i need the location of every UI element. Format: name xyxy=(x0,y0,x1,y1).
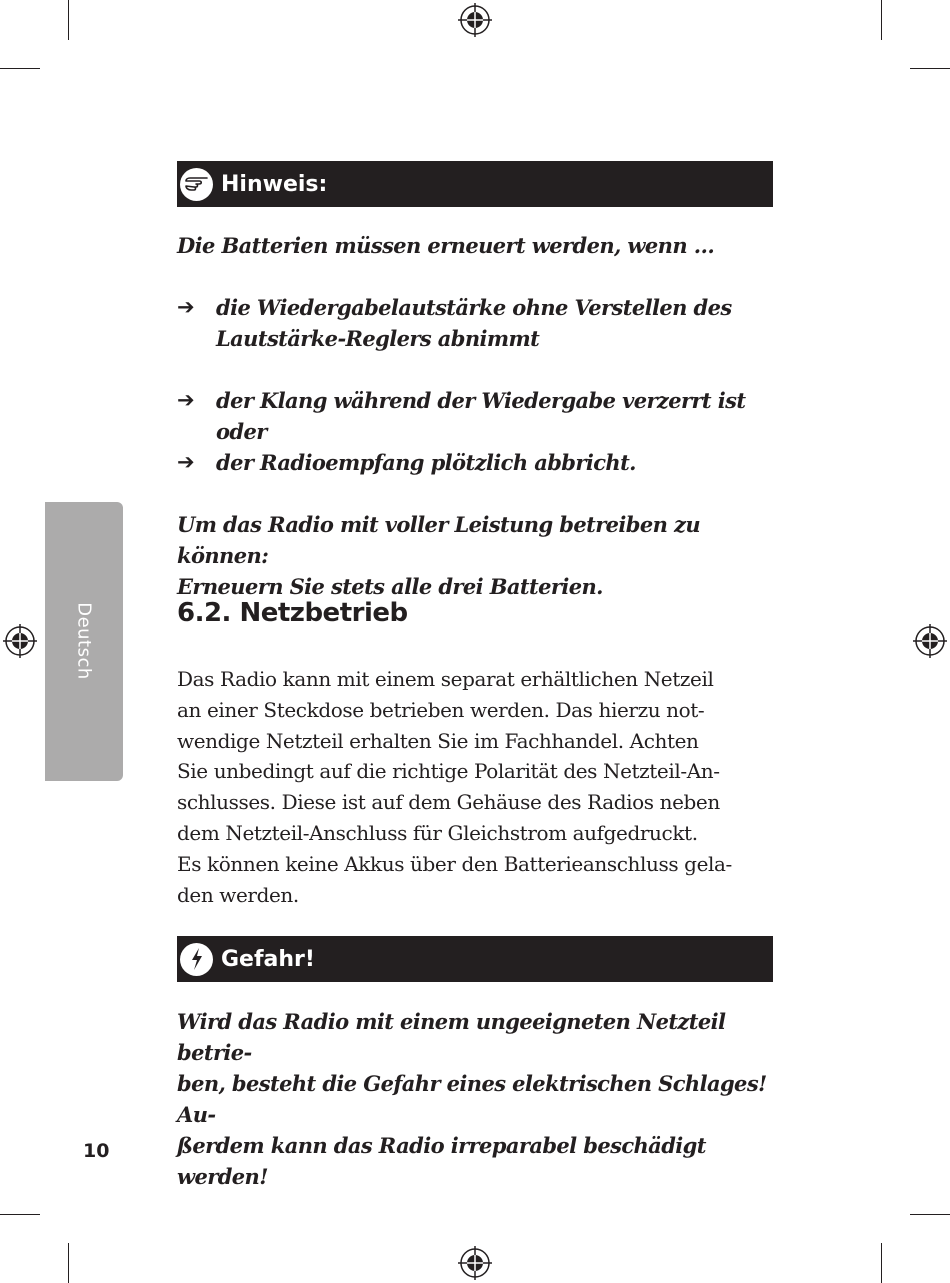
danger-text xyxy=(177,1006,777,1192)
crop-mark xyxy=(881,0,882,40)
list-item-text: die Wiedergabelautstärke ohne Verstellen des xyxy=(216,295,732,320)
body-line: Es können keine Akkus über den Batterieanschluss gela- xyxy=(177,851,732,876)
arrow-right-icon: ➔ xyxy=(177,295,195,319)
pointing-hand-icon xyxy=(180,168,213,201)
crop-mark xyxy=(910,68,950,69)
body-line: den werden. xyxy=(177,882,299,907)
body-line: wendige Netzteil erhalten Sie im Fachhandel. Achten xyxy=(177,728,699,753)
registration-mark-icon xyxy=(3,624,37,658)
body-line: Sie unbedingt auf die richtige Polarität des Netzteil-An- xyxy=(177,759,720,784)
list-item-text: der Radioempfang plötzlich abbricht. xyxy=(216,450,636,475)
list-item-text: Lautstärke-Reglers abnimmt xyxy=(216,326,540,351)
registration-mark-icon xyxy=(913,624,947,658)
crop-mark xyxy=(68,0,69,40)
danger-title: Gefahr! xyxy=(221,946,315,972)
page-number: 10 xyxy=(83,1140,110,1162)
lightning-icon xyxy=(180,943,213,976)
note-closing xyxy=(177,509,777,602)
body-line: dem Netzteil-Anschluss für Gleichstrom aufgedruckt. xyxy=(177,820,698,845)
arrow-right-icon: ➔ xyxy=(177,450,195,474)
crop-mark xyxy=(0,68,40,69)
list-item xyxy=(177,447,777,478)
danger-line: ben, besteht die Gefahr eines elektrischen Schlages! Au- xyxy=(177,1071,767,1127)
note-closing-line: Erneuern Sie stets alle drei Batterien. xyxy=(177,574,603,599)
list-item xyxy=(177,385,777,447)
note-title: Hinweis: xyxy=(221,171,328,197)
section-heading: 6.2. Netzbetrieb xyxy=(177,598,408,628)
crop-mark xyxy=(881,1243,882,1283)
body-line: Das Radio kann mit einem separat erhältlichen Netzeil xyxy=(177,667,714,691)
registration-mark-icon xyxy=(458,3,492,37)
section-body xyxy=(177,664,777,910)
body-line: schlusses. Diese ist auf dem Gehäuse des Radios neben xyxy=(177,790,720,815)
note-closing-line: Um das Radio mit voller Leistung betreiben zu können: xyxy=(177,512,701,568)
list-item-text: der Klang während der Wiedergabe verzerrt ist oder xyxy=(216,388,746,444)
note-banner xyxy=(177,161,773,207)
danger-line: ßerdem kann das Radio irreparabel beschädigt werden! xyxy=(177,1133,706,1189)
crop-mark xyxy=(0,1214,40,1215)
arrow-right-icon: ➔ xyxy=(177,388,195,412)
language-tab-label: Deutsch xyxy=(73,602,95,680)
registration-mark-icon xyxy=(458,1246,492,1280)
list-item xyxy=(177,292,777,354)
note-intro: Die Batterien müssen erneuert werden, wenn … xyxy=(177,233,715,258)
danger-banner xyxy=(177,936,773,982)
body-line: an einer Steckdose betrieben werden. Das hierzu not- xyxy=(177,697,705,722)
danger-line: Wird das Radio mit einem ungeeigneten Netzteil betrie- xyxy=(177,1009,726,1065)
crop-mark xyxy=(68,1243,69,1283)
crop-mark xyxy=(910,1214,950,1215)
